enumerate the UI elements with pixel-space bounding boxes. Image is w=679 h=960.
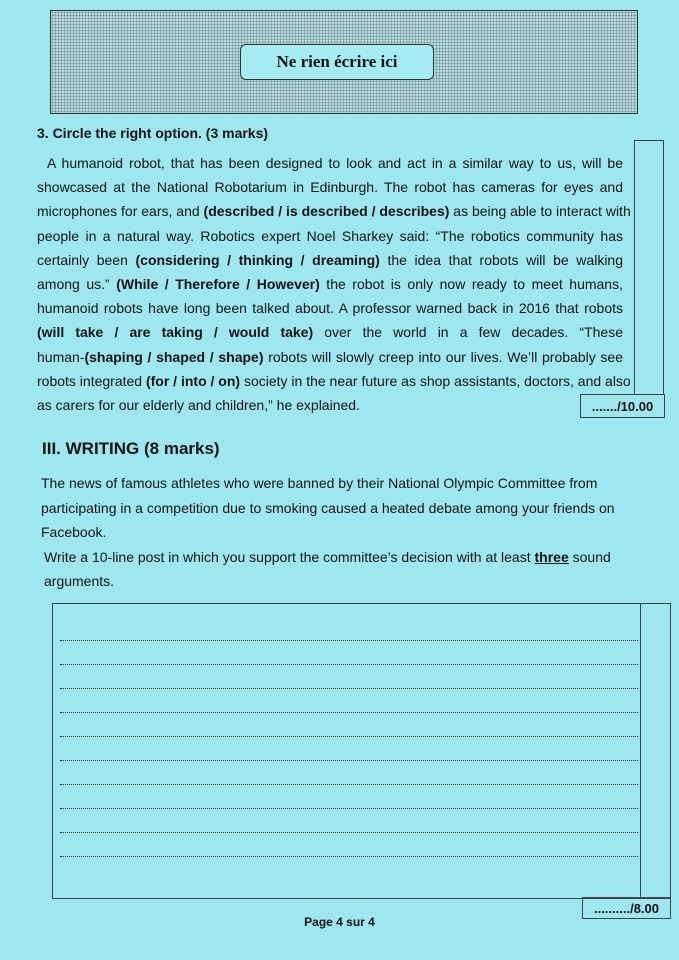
question-3-passage [37, 151, 631, 417]
passage-line [37, 320, 623, 344]
score-box-q3: ......./10.00 [580, 394, 665, 418]
answer-line[interactable] [60, 832, 638, 833]
passage-text: human- [37, 348, 85, 365]
writing-prompt-task [41, 545, 631, 594]
answer-line[interactable] [60, 640, 638, 641]
passage-line [37, 393, 623, 417]
passage-text: robots integrated [37, 372, 146, 389]
writing-task-text-2: sound arguments. [44, 548, 611, 589]
answer-line[interactable] [60, 664, 638, 665]
writing-answer-box[interactable] [52, 603, 641, 899]
writing-prompt [41, 471, 631, 594]
answer-line[interactable] [60, 760, 638, 761]
answer-options[interactable]: (described / is described / describes) [203, 203, 450, 220]
answer-options[interactable]: (considering / thinking / dreaming) [135, 251, 380, 268]
score-box-writing: ........../8.00 [582, 897, 671, 919]
grading-margin-q3 [634, 140, 664, 395]
passage-line [37, 151, 623, 175]
passage-text: over the world in a few decades. “These [313, 324, 623, 341]
passage-text: showcased at the National Robotarium in Edinburgh. The robot has cameras for eyes and [37, 179, 623, 196]
writing-prompt-context: The news of famous athletes who were banned by their National Olympic Committee from participating in a competition due to smoking caused a heated debate among your friends on Facebook. [41, 475, 615, 540]
answer-line[interactable] [60, 784, 638, 785]
writing-task-emphasis: three [534, 548, 569, 565]
page-number: Page 4 sur 4 [304, 915, 375, 929]
passage-text: certainly been [37, 251, 136, 268]
passage-line [37, 272, 623, 296]
answer-options[interactable]: (for / into / on) [145, 372, 241, 389]
passage-line [37, 224, 623, 248]
writing-section-title: III. WRITING (8 marks) [42, 439, 220, 458]
grading-margin-writing [641, 603, 671, 899]
question-3-title: 3. Circle the right option. (3 marks) [37, 125, 269, 141]
passage-line [37, 175, 623, 199]
answer-options[interactable]: (While / Therefore / However) [116, 275, 320, 292]
passage-text: as being able to interact with [449, 203, 631, 220]
passage-line [37, 345, 623, 369]
passage-text: people in a natural way. Robotics expert Noel Sharkey said: “The robotics community has [37, 227, 623, 244]
passage-text: the idea that robots will be walking [379, 251, 623, 268]
passage-line [37, 369, 631, 393]
passage-line [37, 296, 623, 320]
answer-line[interactable] [60, 808, 638, 809]
passage-line [37, 248, 623, 272]
answer-options[interactable]: (will take / are taking / would take) [37, 324, 314, 341]
passage-text: society in the near future as shop assistants, doctors, and also [240, 372, 631, 389]
writing-task-text-1: Write a 10-line post in which you support the committee’s decision with at least [44, 548, 535, 565]
passage-text: humanoid robots have long been talked about. A professor warned back in 2016 that robots [37, 300, 623, 317]
passage-line [37, 199, 631, 223]
passage-text: as carers for our elderly and children,” he explained. [37, 396, 360, 413]
passage-text: microphones for ears, and [37, 203, 204, 220]
answer-line[interactable] [60, 856, 638, 857]
do-not-write-label: Ne rien écrire ici [240, 44, 434, 80]
passage-text: the robot is only now ready to meet humans, [319, 275, 623, 292]
passage-text: among us.” [37, 275, 117, 292]
answer-line[interactable] [60, 736, 638, 737]
passage-text: A humanoid robot, that has been designed to look and act in a similar way to us, will be [47, 155, 623, 171]
passage-text: robots will slowly creep into our lives. We’ll probably see [263, 348, 623, 365]
answer-line[interactable] [60, 712, 638, 713]
answer-options[interactable]: (shaping / shaped / shape) [84, 348, 264, 365]
answer-line[interactable] [60, 688, 638, 689]
